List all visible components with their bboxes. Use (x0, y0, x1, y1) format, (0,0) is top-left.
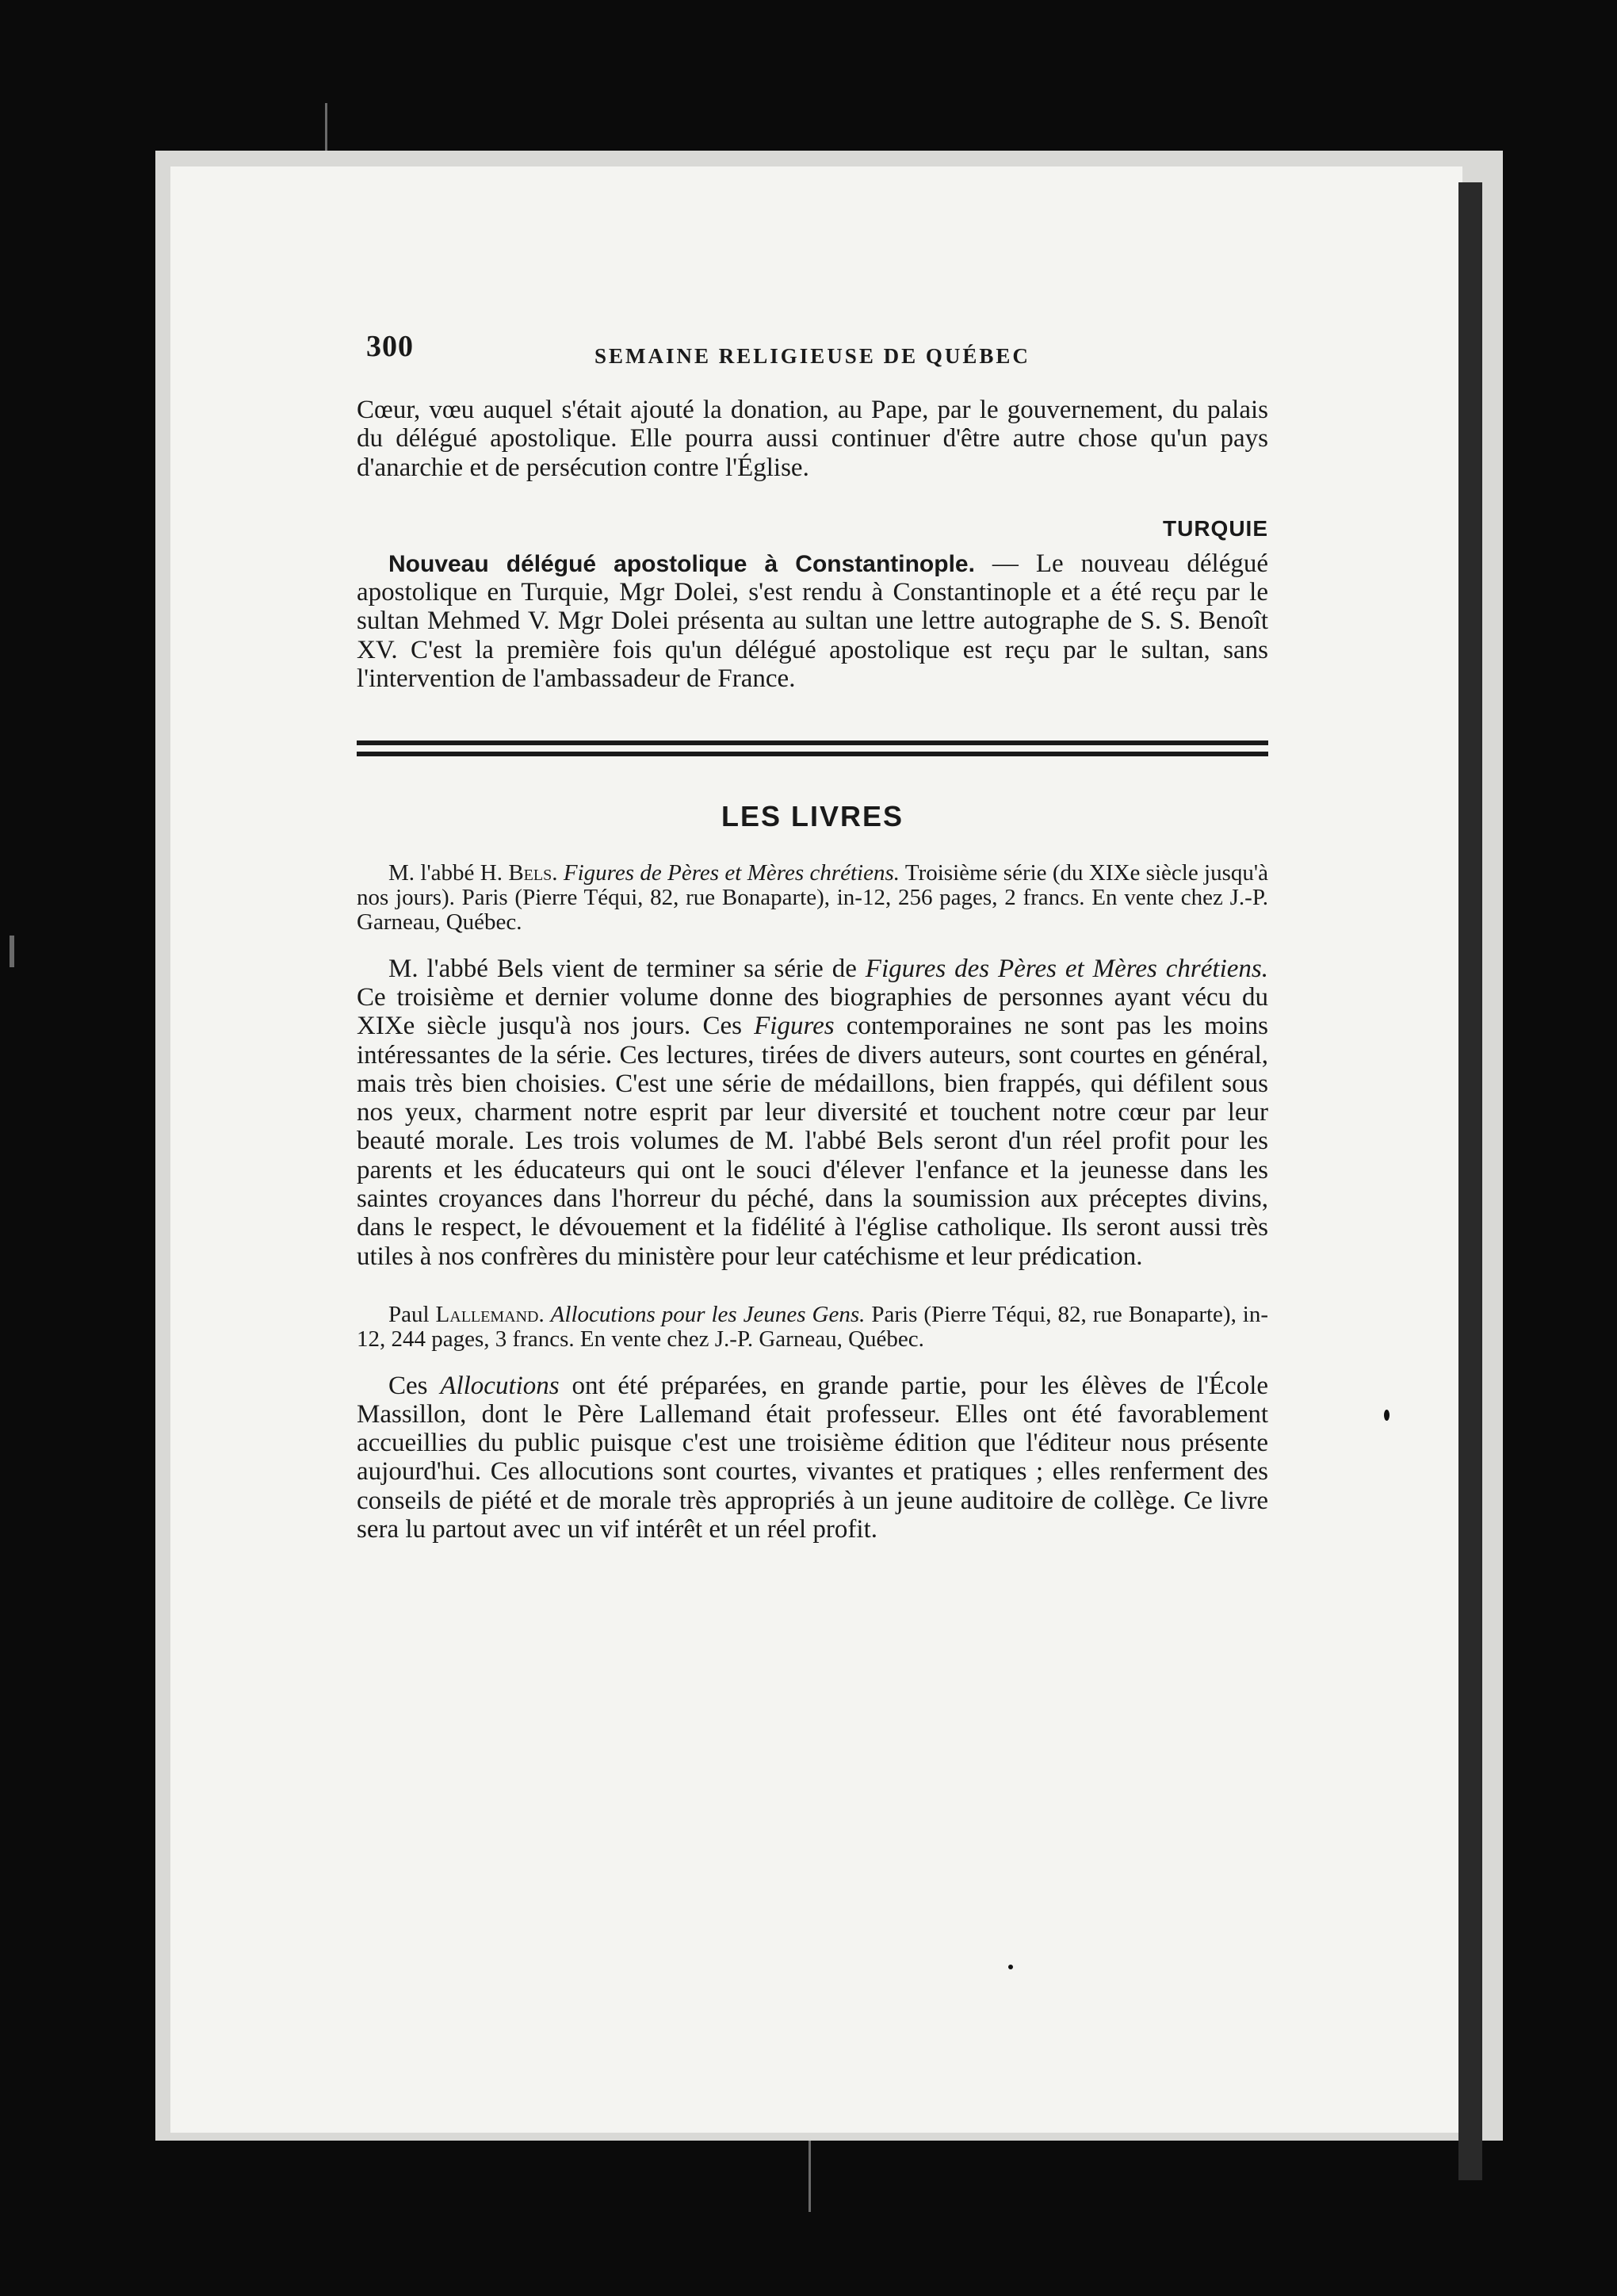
book-details: Paris (Pierre Téqui, 82, rue Bonaparte), in-12, 244 pages, 3 francs. En vente chez J.-P. Garneau, Québec. (357, 1301, 1268, 1353)
news-title: Nouveau délégué apostolique à Constantinople. (388, 550, 975, 577)
review-italic: Figures des Pères et Mères chrétiens. (865, 954, 1269, 983)
news-body: — Le nouveau délégué apostolique en Turquie, Mgr Dolei, s'est rendu à Constantinople et a été reçu par le sultan Mehmed V. Mgr Dolei présenta au sultan une lettre autographe de S. S. Benoît XV. C'est la première fois qu'un délégué apostolique est reçu par le sultan, sans l'intervention de l'ambassadeur de France. (357, 549, 1268, 693)
review-text: Ces (388, 1371, 441, 1400)
book-citation: M. l'abbé H. Bels. Figures de Pères et Mères chrétiens. Troisième série (du XIXe siècle jusqu'à nos jours). Paris (Pierre Téqui, 82, rue Bonaparte), in-12, 256 pages, 2 francs. En vente chez J.-P. Garneau, Québec. (357, 859, 1268, 936)
author-name: Lallemand (435, 1301, 539, 1327)
author-prefix: Paul (388, 1301, 436, 1327)
author-name: Bels (508, 859, 552, 886)
author-prefix: M. l'abbé H. (388, 859, 509, 886)
page-number: 300 (366, 330, 414, 363)
review-text: ont été préparées, en grande partie, pour les élèves de l'École Massillon, dont le Père Lallemand était professeur. Elles ont été favorablement accueillies du public puisque c'est une troisième édition que l'éditeur nous présente aujourd'hui. Ces allocutions sont courtes, vivantes et pratiques ; elles renferment des conseils de piété et de morale très appropriés à un jeune auditoire de collège. Ce livre sera lu partout avec un vif intérêt et un réel profit. (357, 1371, 1269, 1544)
review-text: Ce troisième et dernier volume donne des biographies de personnes ayant vécu du XIXe siècle jusqu'à nos jours. Ces (357, 983, 1268, 1041)
ink-speck (1384, 1410, 1390, 1421)
page-edge-shadow (1458, 182, 1482, 2180)
review-italic: Figures (754, 1012, 835, 1041)
book-review (357, 1372, 1268, 1544)
running-title: SEMAINE RELIGIEUSE DE QUÉBEC (594, 344, 1030, 368)
books-heading: LES LIVRES (721, 800, 904, 833)
book-citation: Paul Lallemand. Allocutions pour les Jeunes Gens. Paris (Pierre Téqui, 82, rue Bonaparte), in-12, 244 pages, 3 francs. En vente chez J.-P. Garneau, Québec. (357, 1301, 1268, 1353)
opening-paragraph: Cœur, vœu auquel s'était ajouté la donation, au Pape, par le gouvernement, du palais du délégué apostolique. Elle pourra aussi continuer d'être autre chose qu'un pays d'anarchie et de persécution contre l'Église. (357, 396, 1268, 482)
page-header (357, 321, 1268, 377)
review-text: M. l'abbé Bels vient de terminer sa série de (388, 954, 866, 983)
review-italic: Allocutions (440, 1371, 560, 1400)
turquie-article (357, 549, 1268, 693)
double-rule-divider (357, 740, 1268, 756)
ink-speck (1008, 1965, 1013, 1969)
book-review (357, 955, 1268, 1271)
book-title: Figures de Pères et Mères chrétiens. (563, 859, 900, 886)
section-label-turquie: TURQUIE (1163, 515, 1268, 541)
page-content (357, 321, 1268, 1575)
film-scratch (808, 2141, 811, 2212)
review-text: contemporaines ne sont pas les moins intéressantes de la série. Ces lectures, tirées de divers auteurs, sont courtes en général, mais très bien choisies. C'est une série de médaillons, bien frappés, qui défilent sous nos yeux, charment notre esprit par leur diversité et touchent notre cœur par leur beauté morale. Les trois volumes de M. l'abbé Bels seront d'un réel profit pour les parents et les éducateurs qui ont le souci d'élever l'enfance et la jeunesse dans les saintes croyances dans l'horreur du péché, dans la soumission aux préceptes divins, dans le respect, le dévouement et la fidélité à l'église catholique. Ils seront aussi très utiles à nos confrères du ministère pour leur catéchisme et leur prédication. (357, 1012, 1268, 1271)
book-title: Allocutions pour les Jeunes Gens. (550, 1301, 866, 1327)
book-details: Troisième série (du XIXe siècle jusqu'à nos jours). Paris (Pierre Téqui, 82, rue Bonaparte), in-12, 256 pages, 2 francs. En vente chez J.-P. Garneau, Québec. (357, 859, 1268, 936)
film-scratch (10, 936, 14, 967)
